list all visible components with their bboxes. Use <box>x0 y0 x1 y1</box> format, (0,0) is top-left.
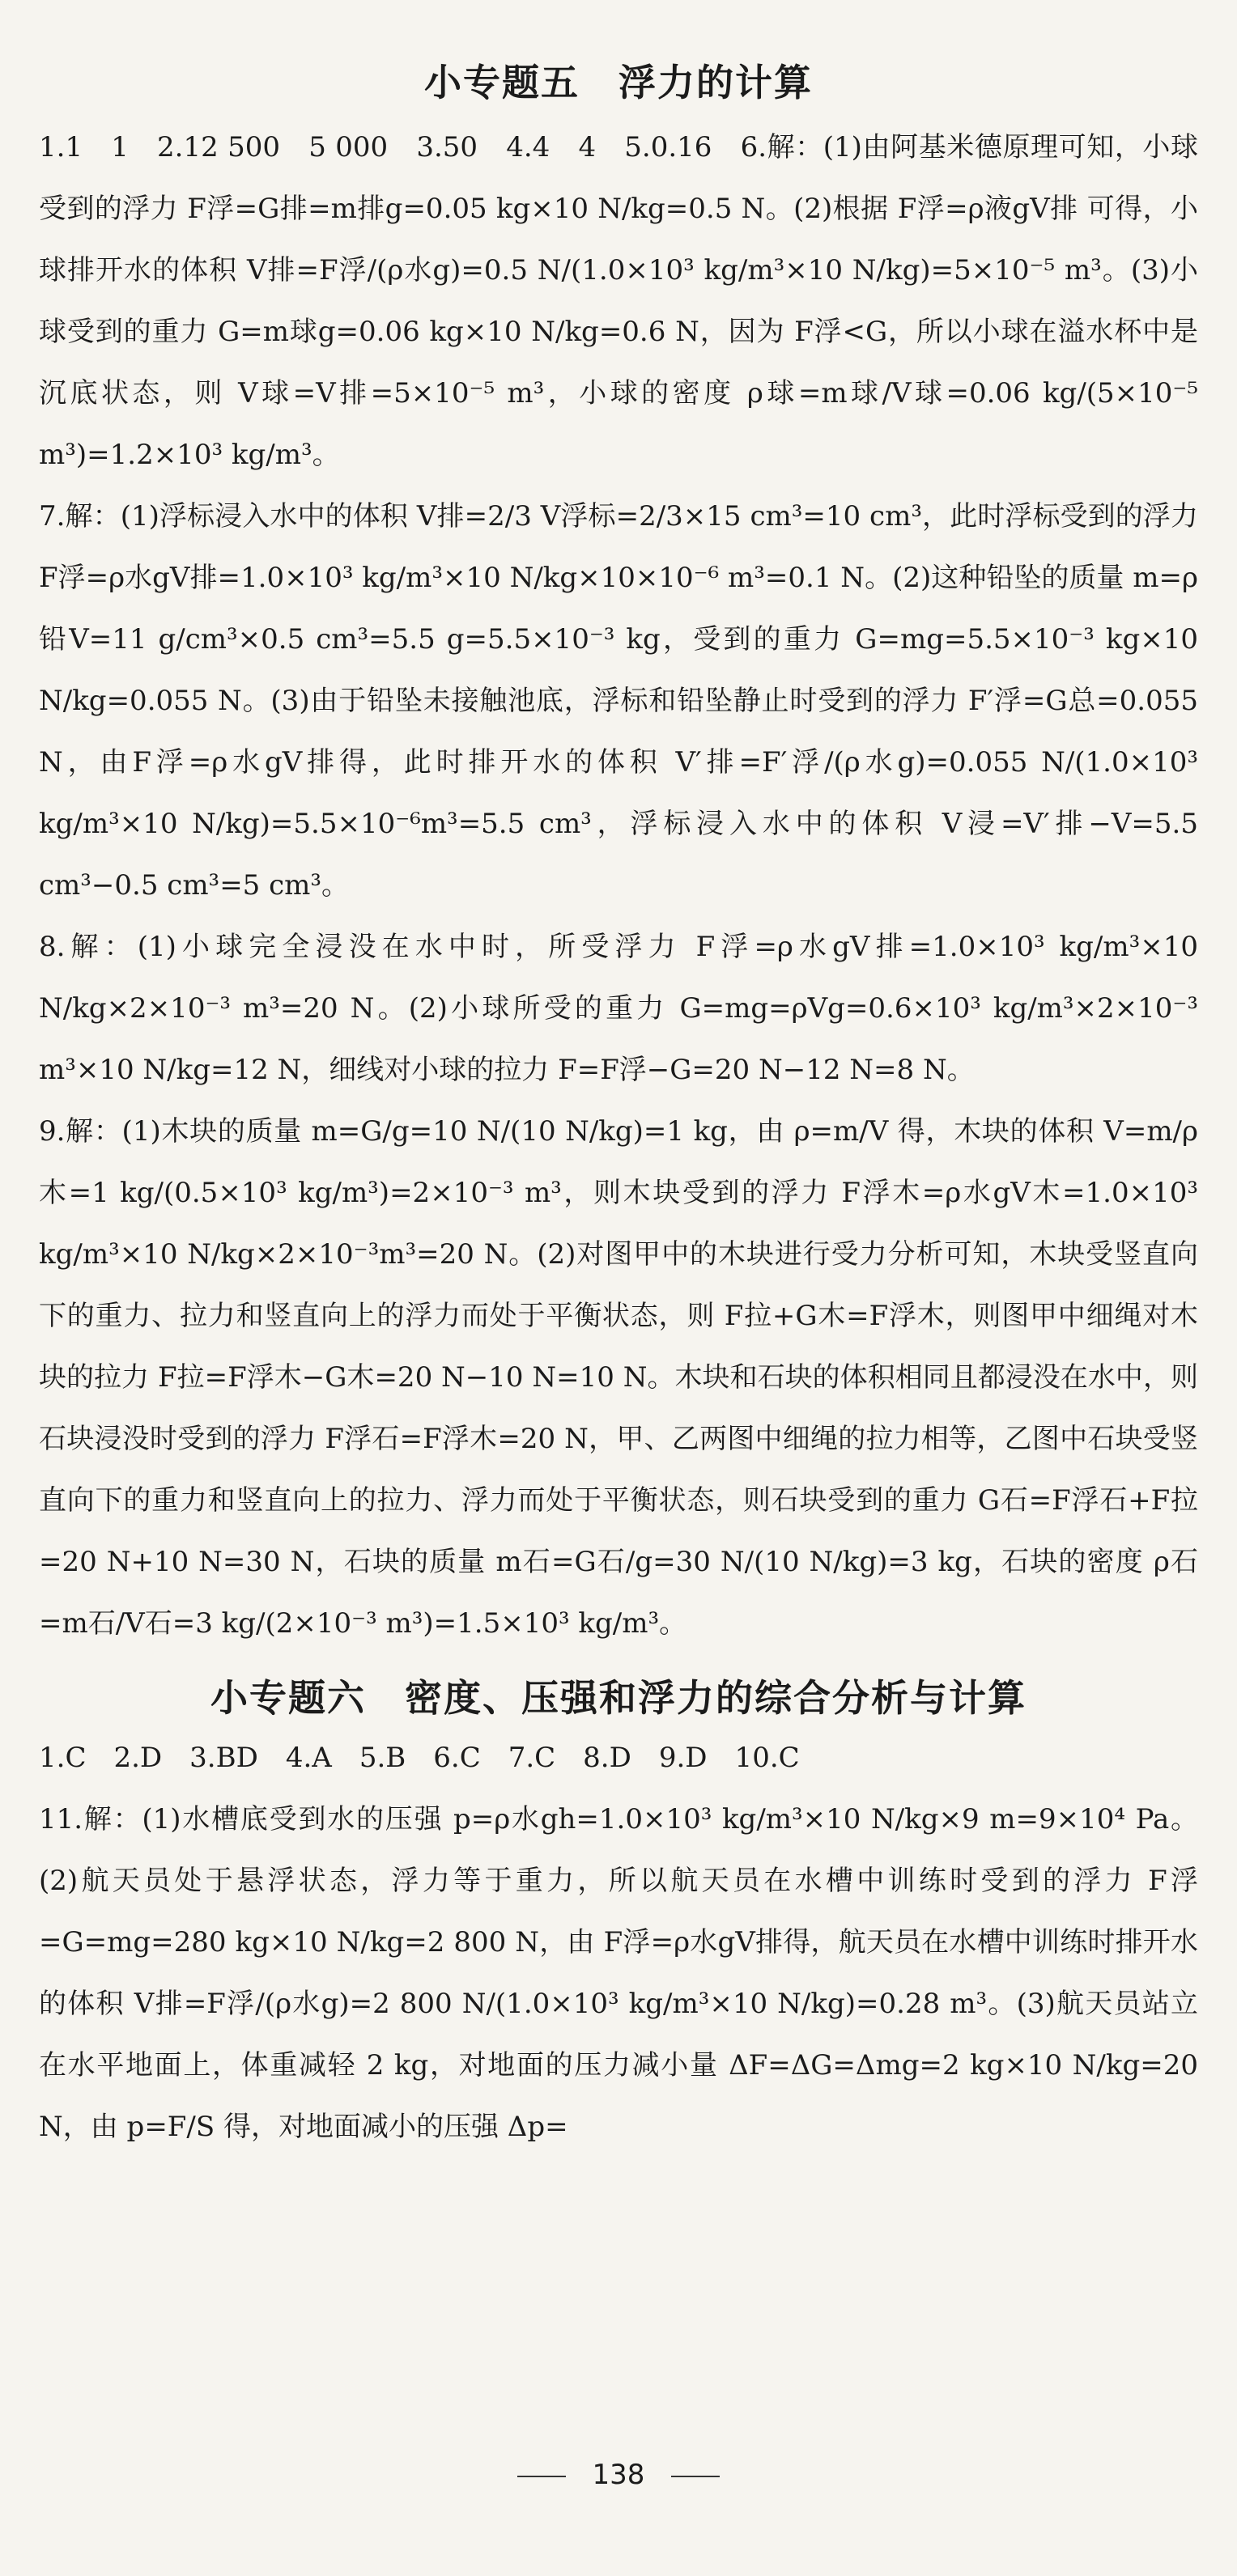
section-6-title: 小专题六 密度、压强和浮力的综合分析与计算 <box>210 1676 1027 1720</box>
section-6-body <box>39 1789 1198 2158</box>
paragraph: 7.解：(1)浮标浸入水中的体积 V排=2/3 V浮标=2/3×15 cm³=10 cm³，此时浮标受到的浮力 F浮=ρ水gV排=1.0×10³ kg/m³×10 N/kg×10×10⁻⁶ m³=0.1 N。(2)这种铅坠的质量 m=ρ铅V=11 g/cm³×0.5 cm³=5.5 g=5.5×10⁻³ kg，受到的重力 G=mg=5.5×10⁻³ kg×10 N/kg=0.055 N。(3)由于铅坠未接触池底，浮标和铅坠静止时受到的浮力 F′浮=G总=0.055 N，由F浮=ρ水gV排得，此时排开水的体积 V′排=F′浮/(ρ水g)=0.055 N/(1.0×10³ kg/m³×10 N/kg)=5.5×10⁻⁶m³=5.5 cm³，浮标浸入水中的体积 V浸=V′排−V=5.5 cm³−0.5 cm³=5 cm³。 <box>39 500 1198 902</box>
page-number: 138 <box>592 2459 645 2491</box>
section-5-title: 小专题五 浮力的计算 <box>424 61 813 104</box>
footer-dash-left <box>517 2476 566 2477</box>
page-footer <box>0 2459 1237 2491</box>
paragraph: 9.解：(1)木块的质量 m=G/g=10 N/(10 N/kg)=1 kg，由 ρ=m/V 得，木块的体积 V=m/ρ木=1 kg/(0.5×10³ kg/m³)=2×10⁻³ m³，则木块受到的浮力 F浮木=ρ水gV木=1.0×10³ kg/m³×10 N/kg×2×10⁻³m³=20 N。(2)对图甲中的木块进行受力分析可知，木块受竖直向下的重力、拉力和竖直向上的浮力而处于平衡状态，则 F拉+G木=F浮木，则图甲中细绳对木块的拉力 F拉=F浮木−G木=20 N−10 N=10 N。木块和石块的体积相同且都浸没在水中，则石块浸没时受到的浮力 F浮石=F浮木=20 N，甲、乙两图中细绳的拉力相等，乙图中石块受竖直向下的重力和竖直向上的拉力、浮力而处于平衡状态，则石块受到的重力 G石=F浮石+F拉=20 N+10 N=30 N，石块的质量 m石=G石/g=30 N/(10 N/kg)=3 kg，石块的密度 ρ石=m石/V石=3 kg/(2×10⁻³ m³)=1.5×10³ kg/m³。 <box>39 1115 1198 1640</box>
paragraph: 11.解：(1)水槽底受到水的压强 p=ρ水gh=1.0×10³ kg/m³×10 N/kg×9 m=9×10⁴ Pa。(2)航天员处于悬浮状态，浮力等于重力，所以航天员在水槽中训练时受到的浮力 F浮=G=mg=280 kg×10 N/kg=2 800 N，由 F浮=ρ水gV排得，航天员在水槽中训练时排开水的体积 V排=F浮/(ρ水g)=2 800 N/(1.0×10³ kg/m³×10 N/kg)=0.28 m³。(3)航天员站立在水平地面上，体重减轻 2 kg，对地面的压力减小量 ΔF=ΔG=Δmg=2 kg×10 N/kg=20 N，由 p=F/S 得，对地面减小的压强 Δp= <box>39 1803 1198 2143</box>
section-6-answers: 1.C 2.D 3.BD 4.A 5.B 6.C 7.C 8.D 9.D 10.C <box>39 1742 800 1774</box>
paragraph: 8.解：(1)小球完全浸没在水中时，所受浮力 F浮=ρ水gV排=1.0×10³ kg/m³×10 N/kg×2×10⁻³ m³=20 N。(2)小球所受的重力 G=mg=ρVg=0.6×10³ kg/m³×2×10⁻³ m³×10 N/kg=12 N，细线对小球的拉力 F=F浮−G=20 N−12 N=8 N。 <box>39 931 1198 1086</box>
footer-dash-right <box>671 2476 720 2477</box>
section-5-body <box>39 117 1198 1654</box>
paragraph: 1.1 1 2.12 500 5 000 3.50 4.4 4 5.0.16 6.解：(1)由阿基米德原理可知，小球受到的浮力 F浮=G排=m排g=0.05 kg×10 N/kg=0.5 N。(2)根据 F浮=ρ液gV排 可得，小球排开水的体积 V排=F浮/(ρ水g)=0.5 N/(1.0×10³ kg/m³×10 N/kg)=5×10⁻⁵ m³。(3)小球受到的重力 G=m球g=0.06 kg×10 N/kg=0.6 N，因为 F浮<G，所以小球在溢水杯中是沉底状态，则 V球=V排=5×10⁻⁵ m³，小球的密度 ρ球=m球/V球=0.06 kg/(5×10⁻⁵ m³)=1.2×10³ kg/m³。 <box>39 131 1198 471</box>
